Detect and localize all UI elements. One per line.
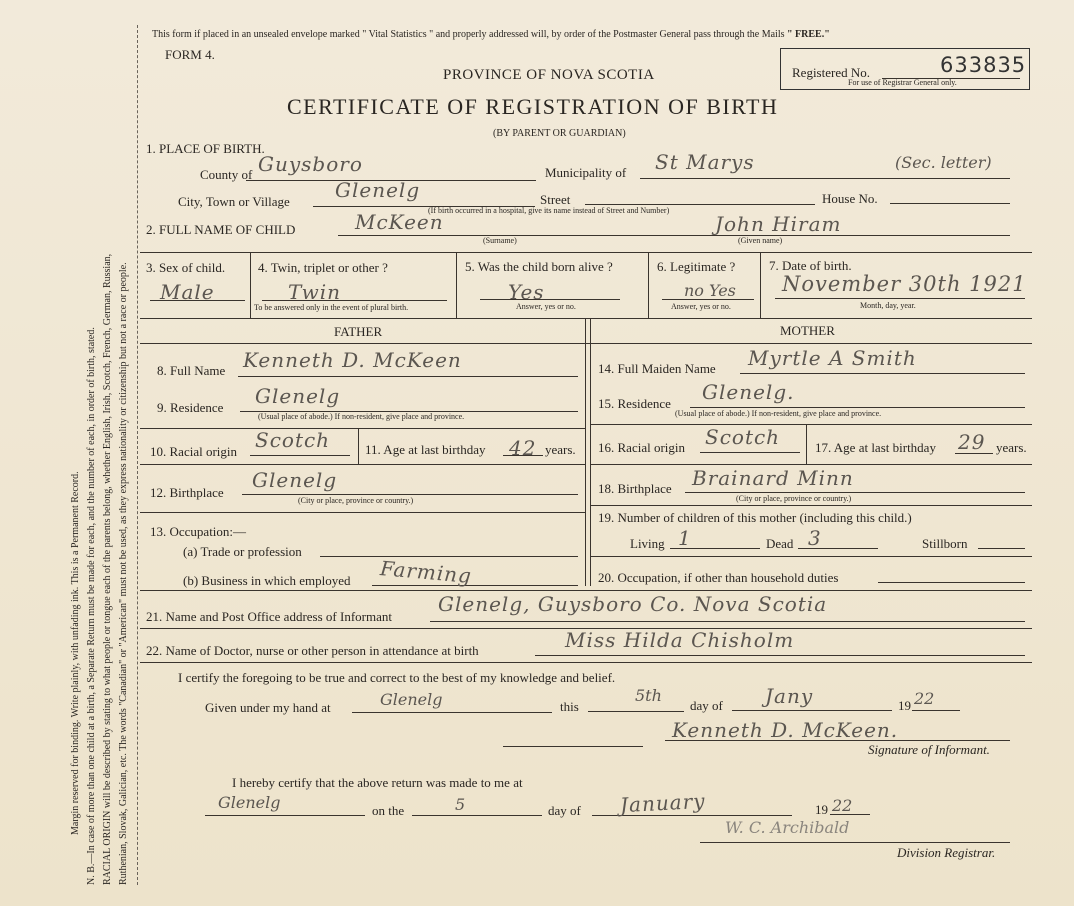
municipality-value: St Marys xyxy=(655,150,755,174)
registrar-signature: W. C. Archibald xyxy=(725,818,850,837)
city-value: Glenelg xyxy=(335,178,421,202)
this-label: this xyxy=(560,699,579,714)
parents-bottom-rule xyxy=(140,590,1032,591)
children-count-label: 19. Number of children of this mother (including this child.) xyxy=(598,510,912,525)
twin-line xyxy=(262,300,447,301)
county-value: Guysboro xyxy=(258,152,363,176)
informant-signature: Kenneth D. McKeen. xyxy=(672,718,899,742)
mother-racial-divider xyxy=(806,424,807,464)
child-surname: McKeen xyxy=(355,210,444,234)
mother-years-label: years. xyxy=(996,440,1027,455)
mother-age-label: 17. Age at last birthday xyxy=(815,440,936,455)
twin-note: To be answered only in the event of plural birth. xyxy=(254,303,409,312)
father-years-label: years. xyxy=(545,442,576,457)
father-name-value: Kenneth D. McKeen xyxy=(243,348,462,372)
certify-day-line xyxy=(588,711,684,712)
margin-note-racial-origin-1: RACIAL ORIGIN will be described by stating to what people or tongue each of the parents belong, whether English, Irish, Scotch, French, German, Russian, xyxy=(102,253,113,885)
free-label: " FREE." xyxy=(787,29,830,40)
twin-value: Twin xyxy=(288,280,342,304)
margin-border-line xyxy=(137,25,138,885)
mother-box-rule-4 xyxy=(590,556,1032,557)
registrar-place-line xyxy=(205,815,365,816)
alive-note: Answer, yes or no. xyxy=(516,302,576,311)
birth-date-value: November 30th 1921 xyxy=(782,272,1027,296)
registrar-statement: I hereby certify that the above return was made to me at xyxy=(232,775,523,790)
legitimate-note: Answer, yes or no. xyxy=(671,302,731,311)
registrar-general-note: For use of Registrar General only. xyxy=(848,78,957,87)
mother-occupation-line xyxy=(878,582,1025,583)
mother-racial-label: 16. Racial origin xyxy=(598,440,686,455)
mother-residence-note: (Usual place of abode.) If non-resident, give place and province. xyxy=(675,409,882,418)
business-line xyxy=(372,585,578,586)
registrar-day-value: 5 xyxy=(455,795,466,814)
given-name-caption: (Given name) xyxy=(738,236,783,245)
row3-bottom-rule xyxy=(140,318,1032,319)
row3-div-1 xyxy=(250,252,251,318)
child-given-name: John Hiram xyxy=(715,212,842,236)
registrar-on-the-label: on the xyxy=(372,803,405,818)
registrar-place-value: Glenelg xyxy=(218,793,281,812)
child-name-label: 2. FULL NAME OF CHILD xyxy=(146,222,296,237)
birth-date-note: Month, day, year. xyxy=(860,301,916,310)
mother-box-rule-3 xyxy=(590,505,1032,506)
sex-value: Male xyxy=(160,280,215,304)
certify-year-line xyxy=(912,710,960,711)
certify-year-value: 22 xyxy=(914,689,935,708)
given-place-line xyxy=(352,712,552,713)
father-residence-label: 9. Residence xyxy=(157,400,224,415)
registrar-month-value: January xyxy=(619,788,707,818)
father-racial-divider xyxy=(358,428,359,464)
registered-label: Registered No. xyxy=(792,65,870,80)
section-letter: (Sec. letter) xyxy=(895,153,992,172)
business-value: Farming xyxy=(379,556,473,588)
living-value: 1 xyxy=(678,526,692,550)
business-label: (b) Business in which employed xyxy=(183,573,351,588)
row3-top-rule xyxy=(140,252,1032,253)
dead-value: 3 xyxy=(808,526,822,550)
father-age-value: 42 xyxy=(509,436,537,460)
registrar-day-of-label: day of xyxy=(548,803,581,818)
mother-age-line xyxy=(955,453,993,454)
certificate-subtitle: (BY PARENT OR GUARDIAN) xyxy=(493,128,626,139)
given-under-label: Given under my hand at xyxy=(205,700,331,715)
municipality-label: Municipality of xyxy=(545,165,627,180)
father-birthplace-note: (City or place, province or country.) xyxy=(298,496,414,505)
county-label: County of xyxy=(200,167,253,182)
mother-heading: MOTHER xyxy=(780,323,835,338)
parents-divider-2 xyxy=(590,318,591,586)
margin-note-multiple-births: N. B.—In case of more than one child at a birth, a Separate Return must be made for each, and the number of each, in order of birth, stated. xyxy=(86,327,97,885)
father-residence-note: (Usual place of abode.) If non-resident, give place and province. xyxy=(258,412,465,421)
birth-date-label: 7. Date of birth. xyxy=(769,258,852,273)
certify-month-value: Jany xyxy=(765,684,814,708)
mother-birthplace-note: (City or place, province or country.) xyxy=(736,494,852,503)
registered-number: 633835 xyxy=(940,53,1027,77)
legitimate-line xyxy=(662,299,754,300)
birth-date-line xyxy=(775,298,1025,299)
stillborn-line xyxy=(978,548,1025,549)
father-birthplace-label: 12. Birthplace xyxy=(150,485,224,500)
registrar-signature-line xyxy=(700,842,1010,843)
mother-residence-label: 15. Residence xyxy=(598,396,671,411)
sex-line xyxy=(150,300,245,301)
informant-signature-line xyxy=(665,740,1010,741)
certify-day-value: 5th xyxy=(635,686,662,705)
father-residence-value: Glenelg xyxy=(255,384,341,408)
certify-statement: I certify the foregoing to be true and correct to the best of my knowledge and belief. xyxy=(178,670,616,685)
form-number: FORM 4. xyxy=(165,47,215,62)
father-box-rule-1 xyxy=(140,428,585,429)
province-heading: PROVINCE OF NOVA SCOTIA xyxy=(443,67,655,83)
mother-birthplace-label: 18. Birthplace xyxy=(598,481,672,496)
mother-box-rule-2 xyxy=(590,464,1032,465)
given-place-value: Glenelg xyxy=(380,690,443,709)
mother-residence-line xyxy=(690,407,1025,408)
living-label: Living xyxy=(630,536,665,551)
mother-occupation-label: 20. Occupation, if other than household duties xyxy=(598,570,839,585)
father-racial-line xyxy=(250,455,350,456)
father-heading: FATHER xyxy=(334,324,383,339)
father-birthplace-value: Glenelg xyxy=(252,468,338,492)
registrar-year-value: 22 xyxy=(832,796,853,815)
street-label: Street xyxy=(540,192,571,207)
house-line xyxy=(890,203,1010,204)
mother-racial-value: Scotch xyxy=(705,425,781,449)
surname-caption: (Surname) xyxy=(483,236,517,245)
informant-label: 21. Name and Post Office address of Informant xyxy=(146,609,392,624)
registrar-signature-label: Division Registrar. xyxy=(897,845,996,860)
mother-birthplace-value: Brainard Minn xyxy=(692,466,854,490)
certify-month-line xyxy=(732,710,892,711)
certify-day-of-label: day of xyxy=(690,698,723,713)
row3-div-2 xyxy=(456,252,457,318)
trade-label: (a) Trade or profession xyxy=(183,544,302,559)
parents-divider-1 xyxy=(585,318,586,586)
registrar-year-prefix: 19 xyxy=(815,802,828,817)
municipality-line xyxy=(640,178,1010,179)
father-box-rule-3 xyxy=(140,512,585,513)
mother-racial-line xyxy=(700,452,800,453)
mother-residence-value: Glenelg. xyxy=(702,380,795,404)
father-racial-value: Scotch xyxy=(255,428,331,452)
house-label: House No. xyxy=(822,191,878,206)
informant-signature-label: Signature of Informant. xyxy=(868,742,990,757)
doctor-value: Miss Hilda Chisholm xyxy=(565,628,795,652)
father-birthplace-line xyxy=(242,494,578,495)
certify-year-prefix: 19 xyxy=(898,698,911,713)
father-name-label: 8. Full Name xyxy=(157,363,226,378)
mail-notice xyxy=(152,29,830,40)
informant-value: Glenelg, Guysboro Co. Nova Scotia xyxy=(438,592,828,616)
alive-value: Yes xyxy=(508,280,545,304)
hospital-note: (If birth occurred in a hospital, give its name instead of Street and Number) xyxy=(428,206,670,215)
mother-box-rule-1 xyxy=(590,424,1032,425)
row3-div-3 xyxy=(648,252,649,318)
margin-note-racial-origin-2: Ruthenian, Slovak, Galician, etc. The words "Canadian" or "American" must not be used, as they express nationality or citizenship but not a race or people. xyxy=(118,262,129,885)
registrar-day-line xyxy=(412,815,542,816)
sex-label: 3. Sex of child. xyxy=(146,260,226,275)
registrar-year-line xyxy=(830,814,870,815)
city-label: City, Town or Village xyxy=(178,194,290,209)
father-age-label: 11. Age at last birthday xyxy=(365,442,486,457)
doctor-label: 22. Name of Doctor, nurse or other person in attendance at birth xyxy=(146,643,479,658)
row3-div-4 xyxy=(760,252,761,318)
occupation-label: 13. Occupation:— xyxy=(150,524,247,539)
mother-age-value: 29 xyxy=(958,430,986,454)
separator-rule xyxy=(503,746,643,747)
doctor-rule xyxy=(140,662,1032,663)
father-name-line xyxy=(238,376,578,377)
dead-label: Dead xyxy=(766,536,794,551)
mother-name-value: Myrtle A Smith xyxy=(748,346,917,370)
mail-notice-text: This form if placed in an unsealed envelope marked " Vital Statistics " and properly addressed will, by order of the Postmaster General pass through the Mails xyxy=(152,29,785,40)
informant-line xyxy=(430,621,1025,622)
mother-name-label: 14. Full Maiden Name xyxy=(598,361,716,376)
doctor-line xyxy=(535,655,1025,656)
legitimate-value: no Yes xyxy=(684,281,736,300)
child-name-line xyxy=(338,235,1010,236)
stillborn-label: Stillborn xyxy=(922,536,968,551)
mother-birthplace-line xyxy=(685,492,1025,493)
alive-label: 5. Was the child born alive ? xyxy=(465,259,613,274)
parents-heading-rule xyxy=(140,343,1032,344)
father-racial-label: 10. Racial origin xyxy=(150,444,238,459)
street-line xyxy=(585,204,815,205)
father-box-rule-2 xyxy=(140,464,585,465)
alive-line xyxy=(480,299,620,300)
mother-name-line xyxy=(740,373,1025,374)
certificate-title: CERTIFICATE OF REGISTRATION OF BIRTH xyxy=(287,94,779,119)
father-age-line xyxy=(503,455,543,456)
twin-label: 4. Twin, triplet or other ? xyxy=(258,260,388,275)
trade-line xyxy=(320,556,578,557)
margin-note-binding: Margin reserved for binding. Write plainly, with unfading ink. This is a Permanent Record. xyxy=(70,471,81,835)
legitimate-label: 6. Legitimate ? xyxy=(657,259,736,274)
place-of-birth-heading: 1. PLACE OF BIRTH. xyxy=(146,141,265,156)
